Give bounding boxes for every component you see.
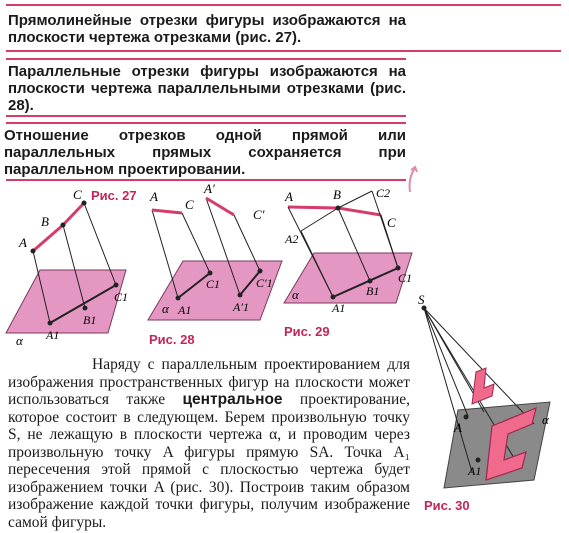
- rule-line: [6, 122, 406, 124]
- label-A2: A2: [285, 232, 299, 246]
- label-B: B: [333, 187, 341, 202]
- figure-28: [148, 183, 282, 320]
- paragraph-part-1: Наряду с параллельным проектированием для изображения пространственных фигур на плоскости может использоваться также: [8, 356, 410, 408]
- rule-box-1: Прямолинейные отрезки фигуры изображаются на плоскости чертежа отрезками (рис. 27).: [8, 12, 406, 46]
- figure-29: [284, 186, 412, 315]
- figure-27: [6, 187, 128, 348]
- label-S: S: [418, 292, 425, 307]
- label-C1: C1: [206, 277, 221, 291]
- rule-line: [6, 179, 406, 181]
- rule-box-3: Отношение отрезков одной прямой или параллельных прямых сохраняется при параллельном проектировании.: [4, 127, 406, 178]
- caption-fig-30: Рис. 30: [424, 498, 470, 513]
- rule-line: [6, 4, 561, 6]
- label-A: A: [150, 189, 158, 204]
- label-alpha: α: [162, 301, 169, 316]
- label-alpha: α: [16, 333, 23, 348]
- label-C: C: [73, 187, 82, 202]
- label-A1: A1: [332, 301, 346, 315]
- label-C-prime: C′: [253, 207, 265, 222]
- label-A1: A1: [468, 464, 482, 478]
- label-B1: B1: [83, 313, 97, 327]
- rule-line: [6, 115, 406, 117]
- rule-box-2: Параллельные отрезки фигуры изображаются на плоскости чертежа параллельными отрезками (рис. 28).: [8, 63, 406, 114]
- label-B1: B1: [366, 284, 380, 298]
- label-C: C: [185, 197, 194, 212]
- caption-fig-27: Рис. 27: [91, 188, 137, 203]
- label-alpha: α: [542, 412, 549, 427]
- label-C1: C1: [398, 271, 413, 285]
- label-C: C: [387, 215, 396, 230]
- figure-30: [410, 292, 565, 492]
- label-C1: C1: [114, 290, 129, 304]
- rule-line: [6, 58, 406, 60]
- body-paragraph: [8, 356, 410, 531]
- label-A-prime: A′: [204, 183, 215, 196]
- label-B: B: [41, 214, 49, 229]
- label-A: A: [454, 420, 462, 435]
- figures-27-29: [0, 183, 420, 353]
- caption-fig-29: Рис. 29: [284, 324, 330, 339]
- label-A: A: [285, 189, 293, 204]
- paragraph-part-2: проектирование, которое состоит в следующем. Берем произвольную точку S, не лежащую в плоскости чертежа α, и проводим через произвольную точку A фигуры прямую SA. Точка A₁ пересечения этой прямой с плоскостью чертежа будет изображением точки A (рис. 30). Построив таким образом изображение каждой точки фигуры, получим изображение самой фигуры.: [8, 391, 410, 531]
- caption-fig-28: Рис. 28: [149, 332, 195, 347]
- label-A-prime-1: A′1: [233, 300, 249, 314]
- paragraph-bold-term: центральное: [182, 391, 283, 408]
- label-C-prime-1: C′1: [256, 276, 273, 290]
- label-A1: A1: [46, 328, 60, 342]
- rule-line: [6, 50, 561, 52]
- label-A: A: [19, 235, 27, 250]
- label-A1: A1: [178, 303, 192, 317]
- label-C2: C2: [376, 186, 391, 200]
- label-alpha: α: [292, 287, 299, 302]
